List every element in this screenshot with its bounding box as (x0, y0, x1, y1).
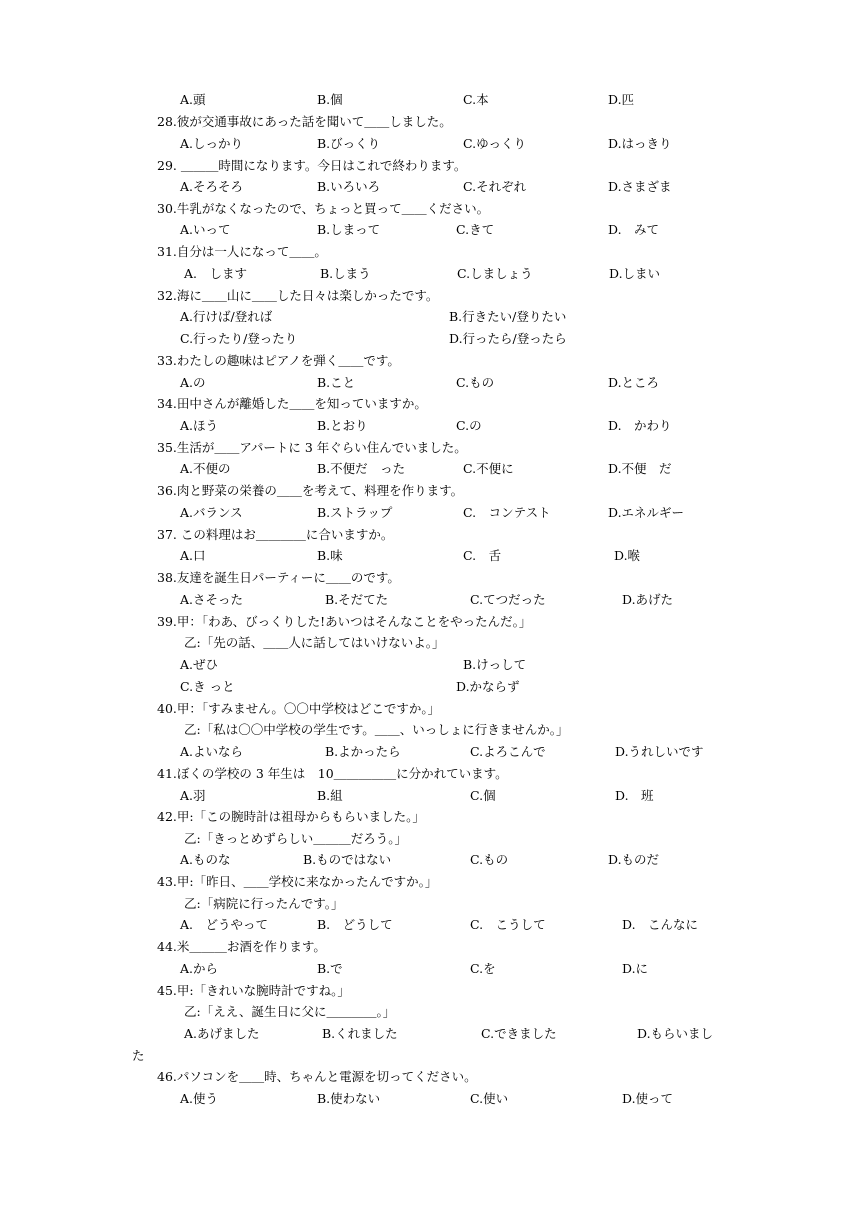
option-b: B.で (317, 961, 343, 976)
option-a: A.の (180, 375, 206, 390)
option-a: A.ほう (180, 418, 219, 433)
question-36: 36.肉と野菜の栄養の＿＿を考えて、料理を作ります。 (157, 483, 464, 498)
question-40: 40.甲：「すみません。〇〇中学校はどこですか。」 (157, 701, 441, 716)
option-d: D.喉 (614, 548, 641, 563)
option-c: C.できました (481, 1026, 557, 1041)
option-c: C.き っと (180, 679, 235, 694)
question-39-reply: 乙:「先の話、＿＿人に話してはいけないよ。」 (184, 635, 445, 650)
option-a: A.あげました (184, 1026, 260, 1041)
option-b: B.びっくり (317, 136, 381, 151)
question-46: 46.パソコンを＿＿時、ちゃんと電源を切ってください。 (157, 1069, 477, 1084)
option-b: B.個 (317, 92, 343, 107)
option-d: D.しまい (609, 266, 661, 281)
option-a: A.いって (180, 222, 231, 237)
option-d: D. こんなに (622, 917, 699, 932)
option-a: A.よいなら (180, 744, 244, 759)
option-a: A.そろそろ (180, 179, 244, 194)
option-b: B.よかったら (325, 744, 401, 759)
question-35: 35.生活が＿＿アパートに 3 年ぐらい住んでいました。 (157, 440, 467, 455)
question-33: 33.わたしの趣味はピアノを弾く＿＿です。 (157, 353, 400, 368)
option-c: C.行ったり/登ったり (180, 331, 298, 346)
option-a: A. します (184, 266, 248, 281)
option-a: A.から (180, 961, 219, 976)
option-c: C.を (470, 961, 496, 976)
option-c: C.不便に (463, 461, 514, 476)
question-31: 31.自分は一人になって＿＿。 (157, 244, 327, 259)
option-d: D.行ったら/登ったら (449, 331, 567, 346)
option-b: B.使わない (317, 1091, 381, 1106)
option-c: C.ゆっくり (463, 136, 526, 151)
option-b: B.しまう (320, 266, 371, 281)
option-c: C.もの (470, 852, 509, 867)
option-d: D.もらいまし (637, 1026, 714, 1041)
option-c: C. 舌 (463, 548, 502, 563)
question-38: 38.友達を誕生日パーティーに＿＿のです。 (157, 570, 400, 585)
option-c: C.しましょう (457, 266, 533, 281)
option-a: A.バランス (180, 505, 243, 520)
option-b: B.こと (317, 375, 356, 390)
option-d: D.かならず (456, 679, 520, 694)
option-a: A.口 (180, 548, 206, 563)
option-d: D.さまざま (608, 179, 672, 194)
option-c: C.きて (456, 222, 495, 237)
option-b: B.しまって (317, 222, 381, 237)
option-b: B.とおり (317, 418, 368, 433)
option-b: B. どうして (317, 917, 393, 932)
question-37: 37. この料理はお＿＿＿＿に合いますか。 (157, 527, 394, 542)
option-a: A.しっかり (180, 136, 244, 151)
question-40-reply: 乙:「私は〇〇中学校の学生です。＿＿、いっしょに行きませんか。」 (184, 722, 569, 737)
option-c: C.本 (463, 92, 489, 107)
question-45: 45.甲:「きれいな腕時計ですね。」 (157, 983, 350, 998)
option-b: B.不便だ った (317, 461, 406, 476)
option-a: A.羽 (180, 788, 206, 803)
option-b: B.くれました (322, 1026, 398, 1041)
option-d: D.使って (622, 1091, 674, 1106)
option-d-continuation: た (132, 1048, 145, 1063)
option-d: D.ところ (608, 375, 660, 390)
option-c: C.の (456, 418, 482, 433)
option-d: D.はっきり (608, 136, 672, 151)
option-d: D. みて (608, 222, 660, 237)
option-a: A.ぜひ (180, 657, 219, 672)
option-c: C.個 (470, 788, 496, 803)
option-a: A.使う (180, 1091, 219, 1106)
option-a: A.さそった (180, 592, 244, 607)
question-42: 42.甲:「この腕時計は祖母からもらいました。」 (157, 809, 425, 824)
option-a: A.ものな (180, 852, 231, 867)
option-b: B.いろいろ (317, 179, 381, 194)
option-d: D.うれしいです (615, 744, 704, 759)
option-b: B.味 (317, 548, 343, 563)
option-b: B.行きたい/登りたい (449, 309, 567, 324)
question-32: 32.海に＿＿山に＿＿した日々は楽しかったです。 (157, 288, 439, 303)
option-d: D.ものだ (608, 852, 660, 867)
option-c: C.てつだった (470, 592, 546, 607)
option-c: C. こうして (470, 917, 546, 932)
option-a: A.行けば/登れば (180, 309, 273, 324)
option-c: C.よろこんで (470, 744, 546, 759)
question-44: 44.米＿＿＿お酒を作ります。 (157, 939, 326, 954)
option-d: D. かわり (608, 418, 672, 433)
option-b: B.けっして (463, 657, 527, 672)
question-45-reply: 乙:「ええ、誕生日に父に＿＿＿＿。」 (184, 1004, 396, 1019)
question-42-reply: 乙:「きっとめずらしい＿＿＿だろう。」 (184, 831, 407, 846)
option-d: D. 班 (615, 788, 654, 803)
option-a: A.頭 (180, 92, 206, 107)
question-34: 34.田中さんが離婚した＿＿を知っていますか。 (157, 396, 427, 411)
option-c: C. コンテスト (463, 505, 551, 520)
question-29: 29. ＿＿＿時間になります。今日はこれで終わります。 (157, 158, 467, 173)
question-30: 30.牛乳がなくなったので、ちょっと買って＿＿ください。 (157, 201, 490, 216)
option-b: B.そだてた (325, 592, 389, 607)
option-d: D.あげた (622, 592, 674, 607)
option-a: A. どうやって (180, 917, 269, 932)
option-d: D.エネルギー (608, 505, 685, 520)
question-41: 41.ぼくの学校の 3 年生は 10＿＿＿＿＿に分かれています。 (157, 766, 508, 781)
option-d: D.匹 (608, 92, 635, 107)
option-a: A.不便の (180, 461, 231, 476)
option-d: D.不便 だ (608, 461, 672, 476)
option-b: B.ストラップ (317, 505, 393, 520)
question-43: 43.甲:「昨日、＿＿学校に来なかったんですか。」 (157, 874, 438, 889)
option-b: B.組 (317, 788, 343, 803)
option-d: D.に (622, 961, 649, 976)
option-c: C.使い (470, 1091, 509, 1106)
option-b: B.ものではない (303, 852, 392, 867)
question-39: 39.甲：「わあ、びっくりした!あいつはそんなことをやったんだ。」 (157, 614, 532, 629)
option-c: C.もの (456, 375, 495, 390)
question-28: 28.彼が交通事故にあった話を聞いて＿＿しました。 (157, 114, 452, 129)
question-43-reply: 乙:「病院に行ったんです。」 (184, 896, 344, 911)
option-c: C.それぞれ (463, 179, 527, 194)
